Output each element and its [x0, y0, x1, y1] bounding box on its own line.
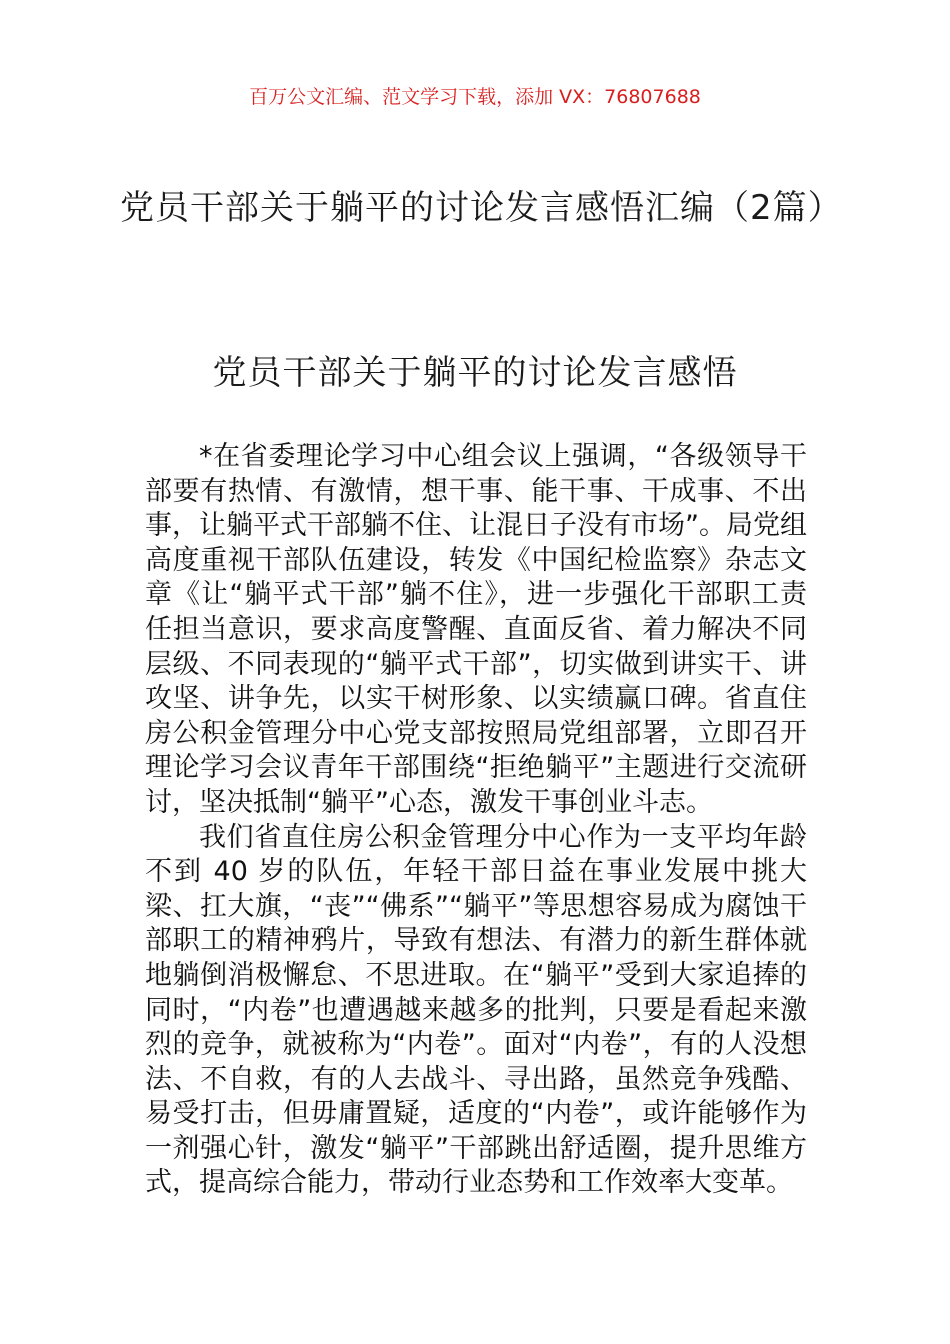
document-sub-title: 党员干部关于躺平的讨论发言感悟 [212, 353, 738, 393]
watermark-text: 百万公文汇编、范文学习下载，添加 VX：76807688 [249, 86, 701, 108]
body-paragraph-2: 我们省直住房公积金管理分中心作为一支平均年龄不到 40 岁的队伍，年轻干部日益在事业发展中挑大梁、扛大旗，“丧”“佛系”“躺平”等思想容易成为腐蚀干部职工的精神鸦片，导致有想法、有潜力的新生群体就地躺倒消极懈怠、不思进取。在“躺平”受到大家追捧的同时，“内卷”也遭遇越来越多的批判，只要是看起来激烈的竞争，就被称为“内卷”。面对“内卷”，有的人没想法、不自救，有的人去战斗、寻出路，虽然竞争残酷、易受打击，但毋庸置疑，适度的“内卷”，或许能够作为一剂强心针，激发“躺平”干部跳出舒适圈，提升思维方式，提高综合能力，带动行业态势和工作效率大变革。 [145, 821, 807, 1199]
document-main-title: 党员干部关于躺平的讨论发言感悟汇编（2篇） [120, 188, 843, 228]
document-body [145, 440, 807, 1201]
body-paragraph-1: *在省委理论学习中心组会议上强调，“各级领导干部要有热情、有激情，想干事、能干事、干成事、不出事，让躺平式干部躺不住、让混日子没有市场”。局党组高度重视干部队伍建设，转发《中国纪检监察》杂志文章《让“躺平式干部”躺不住》，进一步强化干部职工责任担当意识，要求高度警醒、直面反省、着力解决不同层级、不同表现的“躺平式干部”，切实做到讲实干、讲攻坚、讲争先，以实干树形象、以实绩赢口碑。省直住房公积金管理分中心党支部按照局党组部署，立即召开理论学习会议青年干部围绕“拒绝躺平”主题进行交流研讨，坚决抵制“躺平”心态，激发干事创业斗志。 [145, 441, 807, 818]
